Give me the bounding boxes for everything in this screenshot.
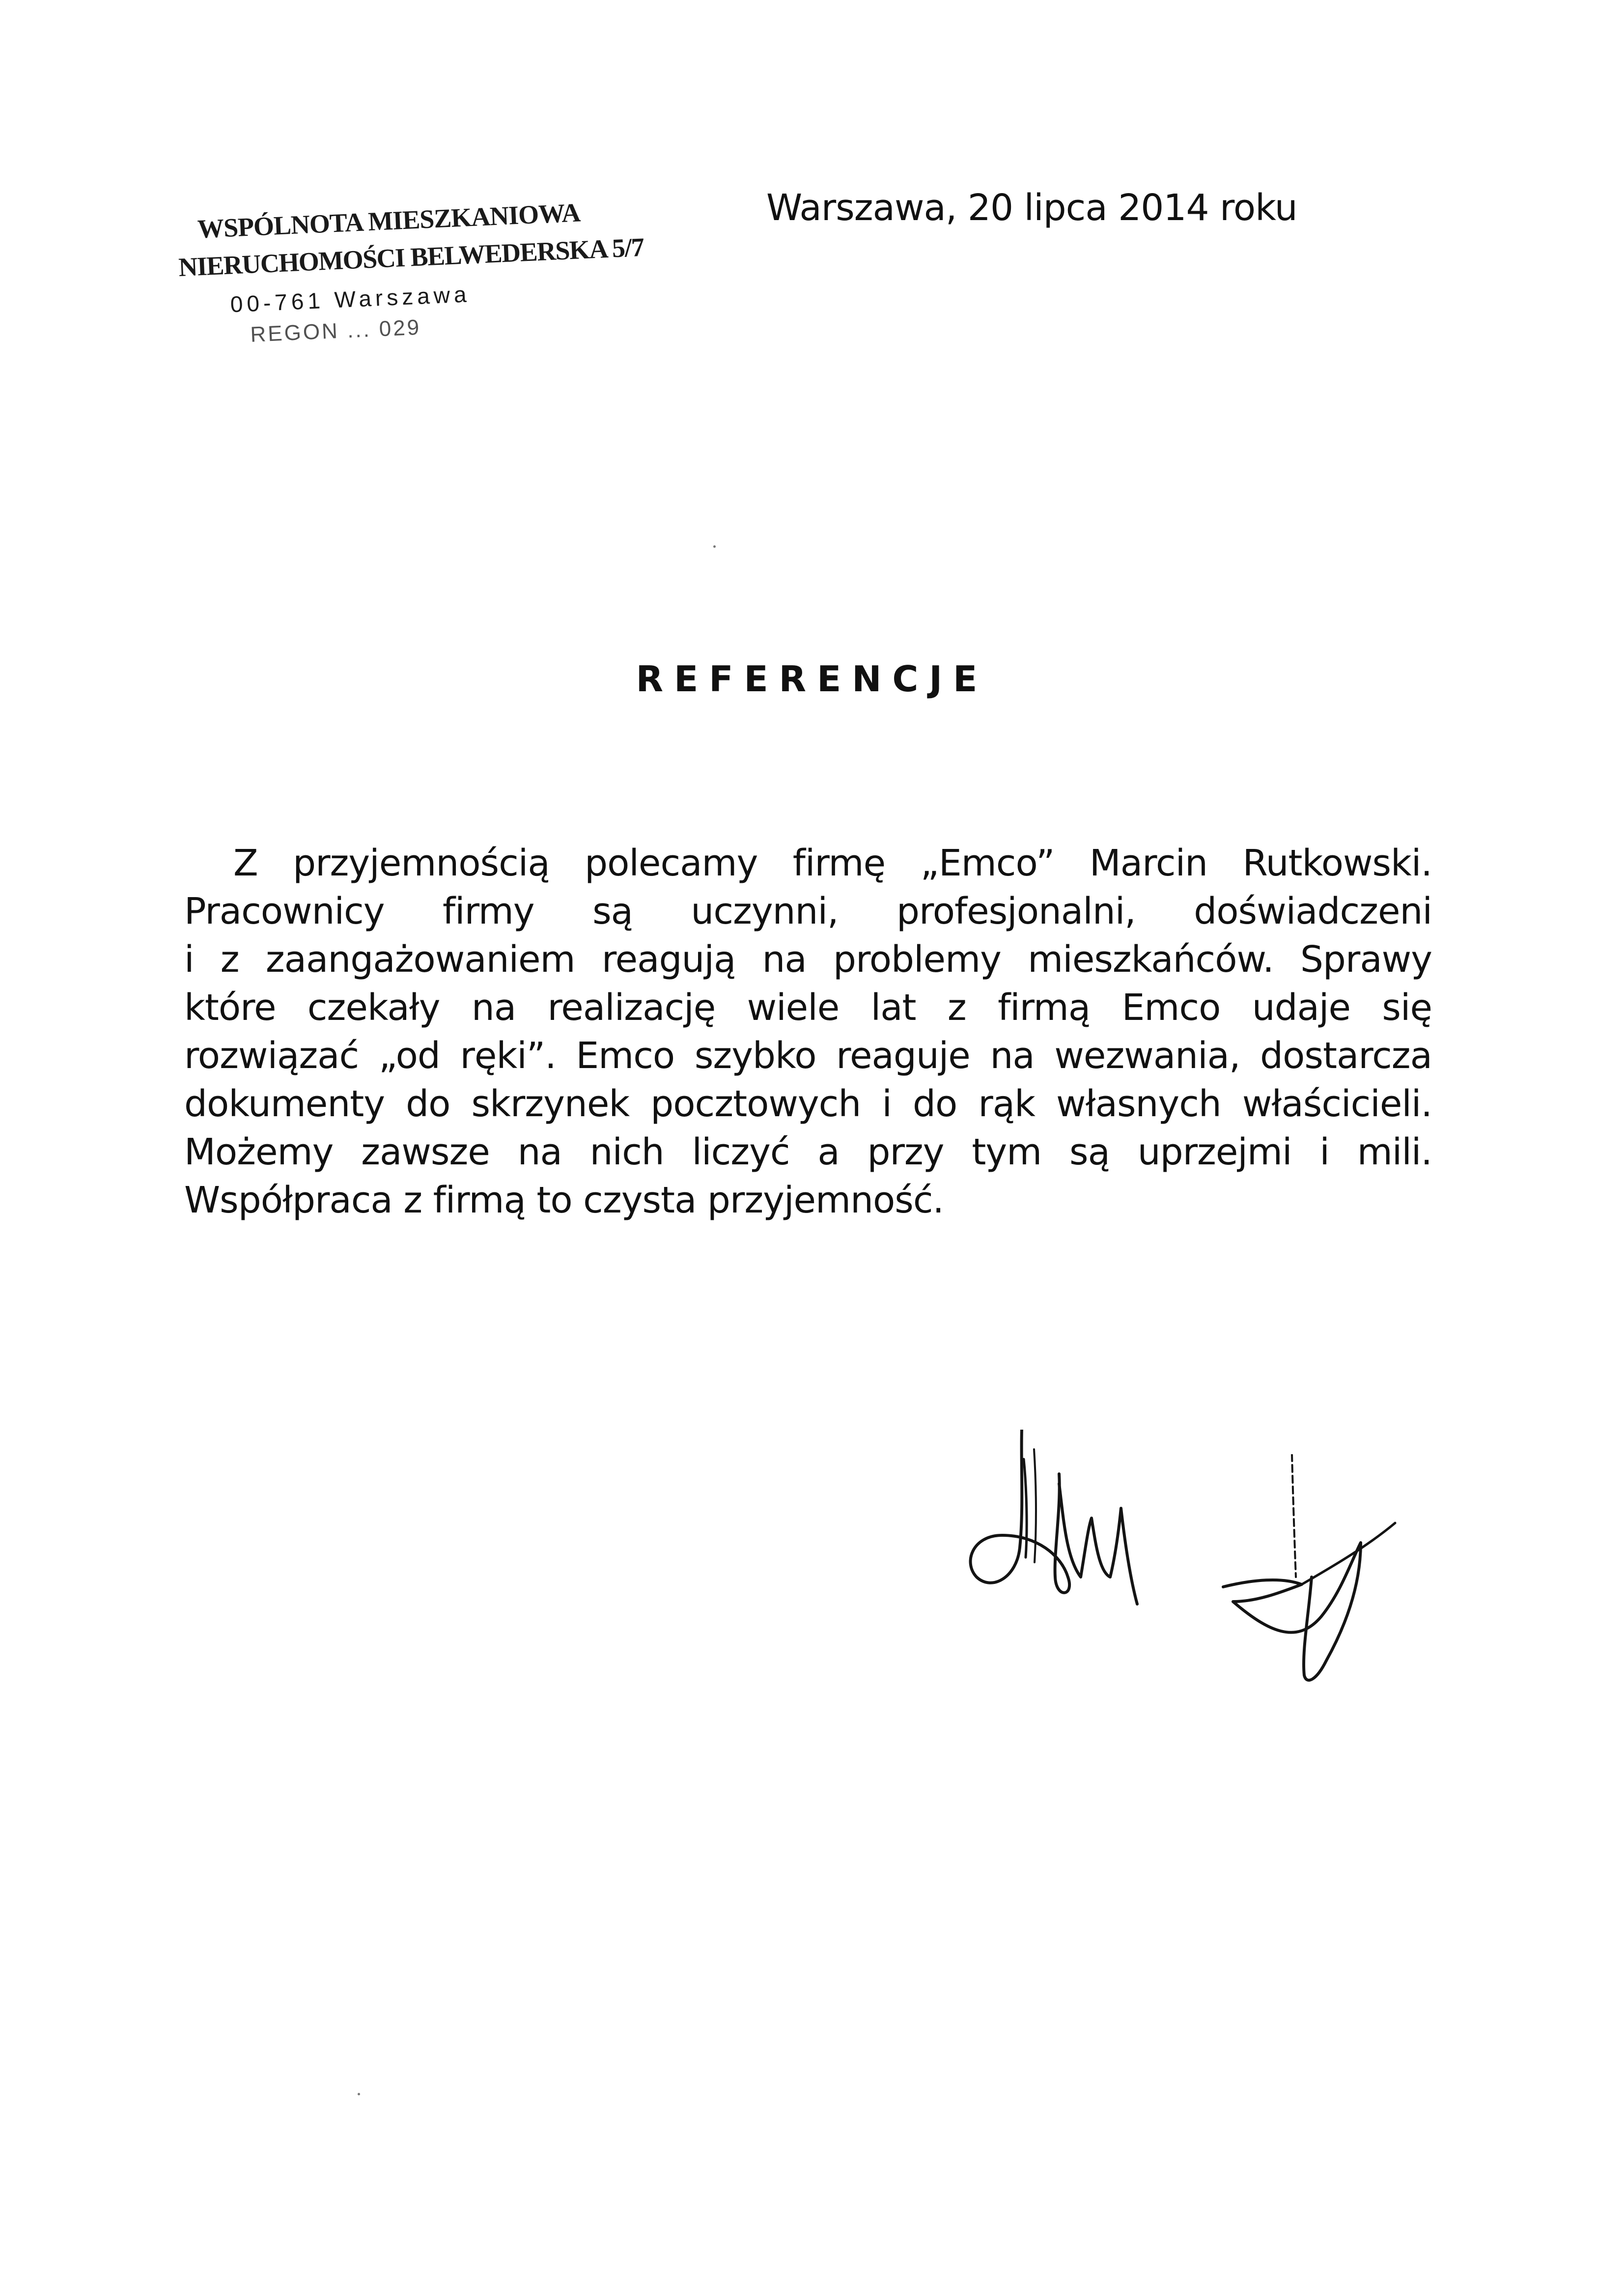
body-line: i z zaangażowaniem reagują na problemy mieszkańców. Sprawy: [184, 938, 1432, 981]
handwritten-signature-right: [1213, 1454, 1400, 1695]
place-and-date: Warszawa, 20 lipca 2014 roku: [766, 187, 1297, 229]
body-line: Możemy zawsze na nich liczyć a przy tym są uprzejmi i mili.: [184, 1131, 1432, 1173]
body-line: Pracownicy firmy są uczynni, profesjonalni, doświadczeni: [184, 890, 1432, 932]
organization-stamp: [167, 189, 644, 363]
scan-speck: [358, 2093, 360, 2095]
stamp-postal-address: 00-761 Warszawa: [229, 281, 471, 317]
body-line: które czekały na realizację wiele lat z firmą Emco udaje się: [184, 987, 1432, 1029]
body-line: dokumenty do skrzynek pocztowych i do rąk własnych właścicieli.: [184, 1083, 1432, 1125]
stamp-regon-number: REGON ... 029: [250, 315, 422, 347]
handwritten-signature-left: [963, 1430, 1174, 1636]
letter-body: [184, 839, 1432, 1224]
document-heading: REFERENCJE: [636, 658, 988, 700]
body-line: rozwiązać „od ręki”. Emco szybko reaguje na wezwania, dostarcza: [184, 1035, 1432, 1077]
scan-speck: [713, 545, 716, 548]
stamp-organization-name: WSPÓLNOTA MIESZKANIOWA: [196, 197, 581, 244]
body-line: Współpraca z firmą to czysta przyjemność.: [184, 1179, 944, 1221]
stamp-property-name: NIERUCHOMOŚCI BELWEDERSKA 5/7: [178, 232, 644, 282]
body-line: Z przyjemnością polecamy firmę „Emco” Marcin Rutkowski.: [233, 842, 1432, 884]
